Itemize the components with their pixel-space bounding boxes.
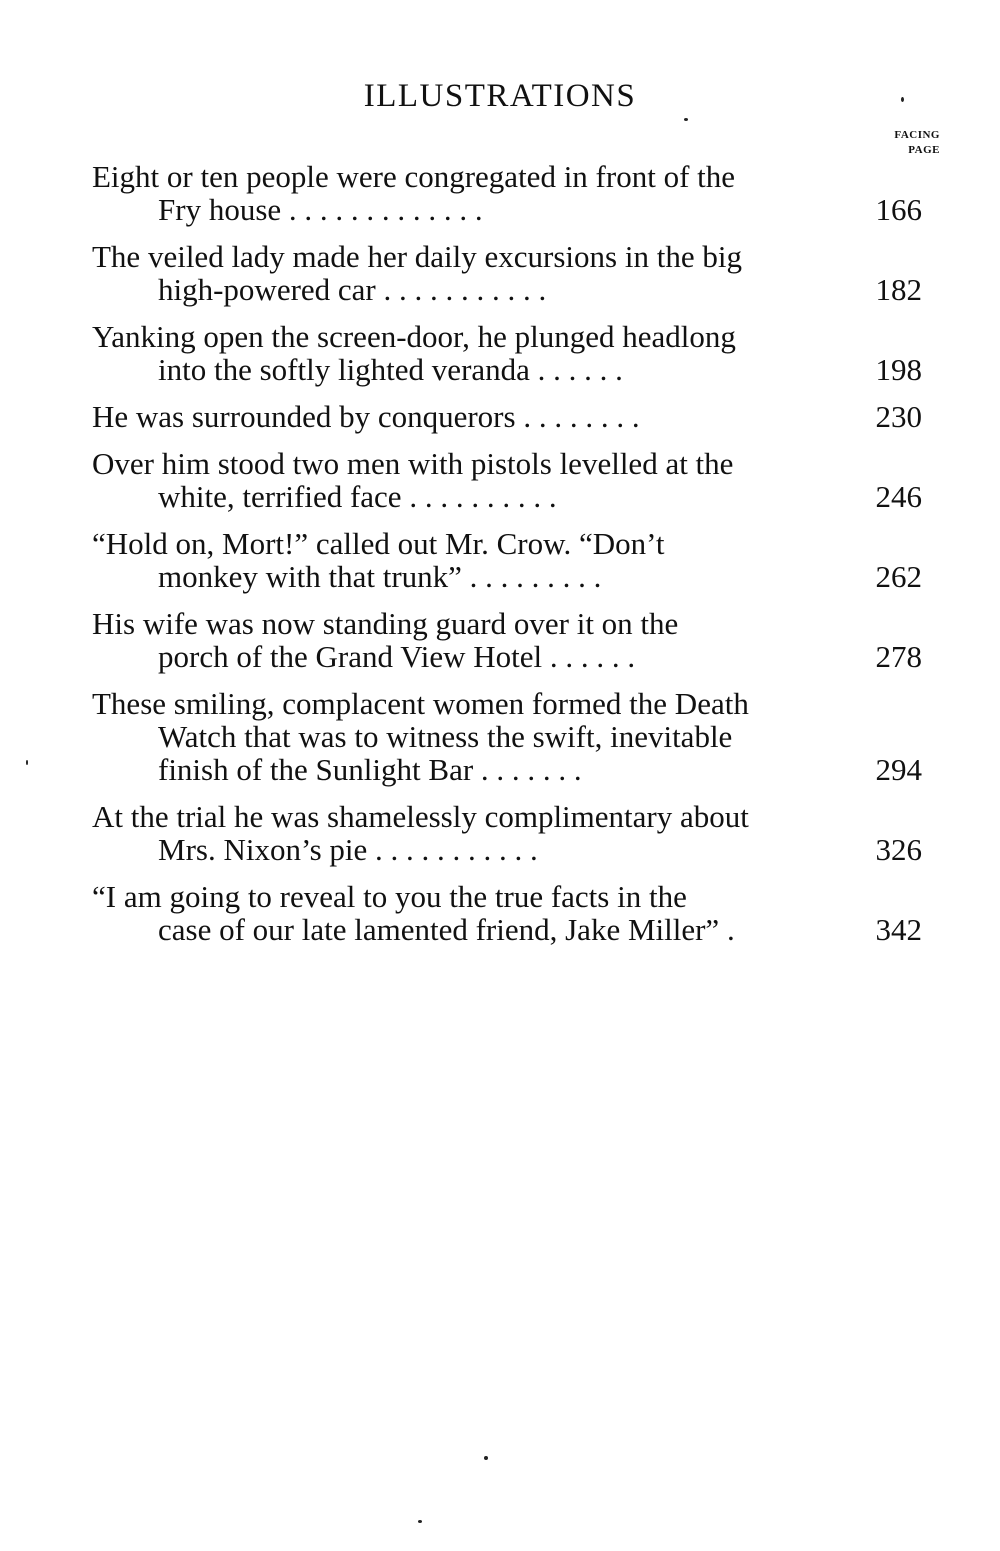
page-number: 230 [875, 399, 922, 434]
scan-speck [901, 97, 904, 102]
list-item [92, 447, 922, 513]
scan-speck [26, 760, 28, 765]
caption-line: Mrs. Nixon’s pie [158, 832, 368, 867]
page-number: 166 [875, 192, 922, 227]
caption-line: Eight or ten people were congregated in front of the [92, 159, 736, 194]
list-item [92, 687, 922, 786]
facing-page-label [830, 128, 940, 158]
scan-speck [684, 118, 688, 121]
leader-dots: . [726, 912, 735, 947]
list-item [92, 800, 922, 866]
caption-line: The veiled lady made her daily excursions in the big [92, 239, 742, 274]
page-number: 262 [875, 559, 922, 594]
caption-line: He was surrounded by conquerors [92, 399, 516, 434]
scan-speck [418, 1520, 422, 1523]
caption-line: monkey with that trunk” [158, 559, 462, 594]
caption-line: white, terrified face [158, 479, 402, 514]
list-item [92, 320, 922, 386]
page-number: 342 [875, 912, 922, 947]
caption-line: porch of the Grand View Hotel [158, 639, 543, 674]
caption-line: At the trial he was shamelessly complimentary about [92, 799, 749, 834]
facing-label-line2: PAGE [908, 144, 940, 156]
page-number: 246 [875, 479, 922, 514]
caption-line: Fry house [158, 192, 282, 227]
page-number: 278 [875, 639, 922, 674]
list-item [92, 880, 922, 946]
caption-line: finish of the Sunlight Bar [158, 752, 474, 787]
caption-line: Over him stood two men with pistols levelled at the [92, 446, 734, 481]
list-item [92, 400, 922, 433]
leader-dots: . . . . . . . . . . . . . [288, 192, 483, 227]
leader-dots: . . . . . . . . . . . [383, 272, 547, 307]
leader-dots: . . . . . . [537, 352, 623, 387]
leader-dots: . . . . . . . . [523, 399, 640, 434]
scan-speck [484, 1456, 488, 1460]
caption-line: high-powered car [158, 272, 376, 307]
caption-line: case of our late lamented friend, Jake Miller” [158, 912, 720, 947]
list-item [92, 160, 922, 226]
list-item [92, 607, 922, 673]
leader-dots: . . . . . . . . . . [409, 479, 557, 514]
caption-line: “I am going to reveal to you the true facts in the [92, 879, 687, 914]
page-number: 326 [875, 832, 922, 867]
caption-line: Yanking open the screen-door, he plunged headlong [92, 319, 736, 354]
page-title: ILLUSTRATIONS [363, 78, 637, 114]
leader-dots: . . . . . . [549, 639, 636, 674]
page-number: 294 [875, 752, 922, 787]
page-number: 182 [875, 272, 922, 307]
caption-line: into the softly lighted veranda [158, 352, 530, 387]
illustrations-list [92, 160, 922, 960]
leader-dots: . . . . . . . [480, 752, 582, 787]
caption-line: These smiling, complacent women formed the Death [92, 686, 749, 721]
leader-dots: . . . . . . . . . [469, 559, 602, 594]
caption-line: “Hold on, Mort!” called out Mr. Crow. “Don’t [92, 526, 665, 561]
list-item [92, 240, 922, 306]
leader-dots: . . . . . . . . . . . [375, 832, 538, 867]
facing-label-line1: FACING [894, 129, 940, 141]
caption-line: His wife was now standing guard over it on the [92, 606, 679, 641]
caption-line: Watch that was to witness the swift, inevitable [158, 719, 733, 754]
list-item [92, 527, 922, 593]
page-number: 198 [875, 352, 922, 387]
